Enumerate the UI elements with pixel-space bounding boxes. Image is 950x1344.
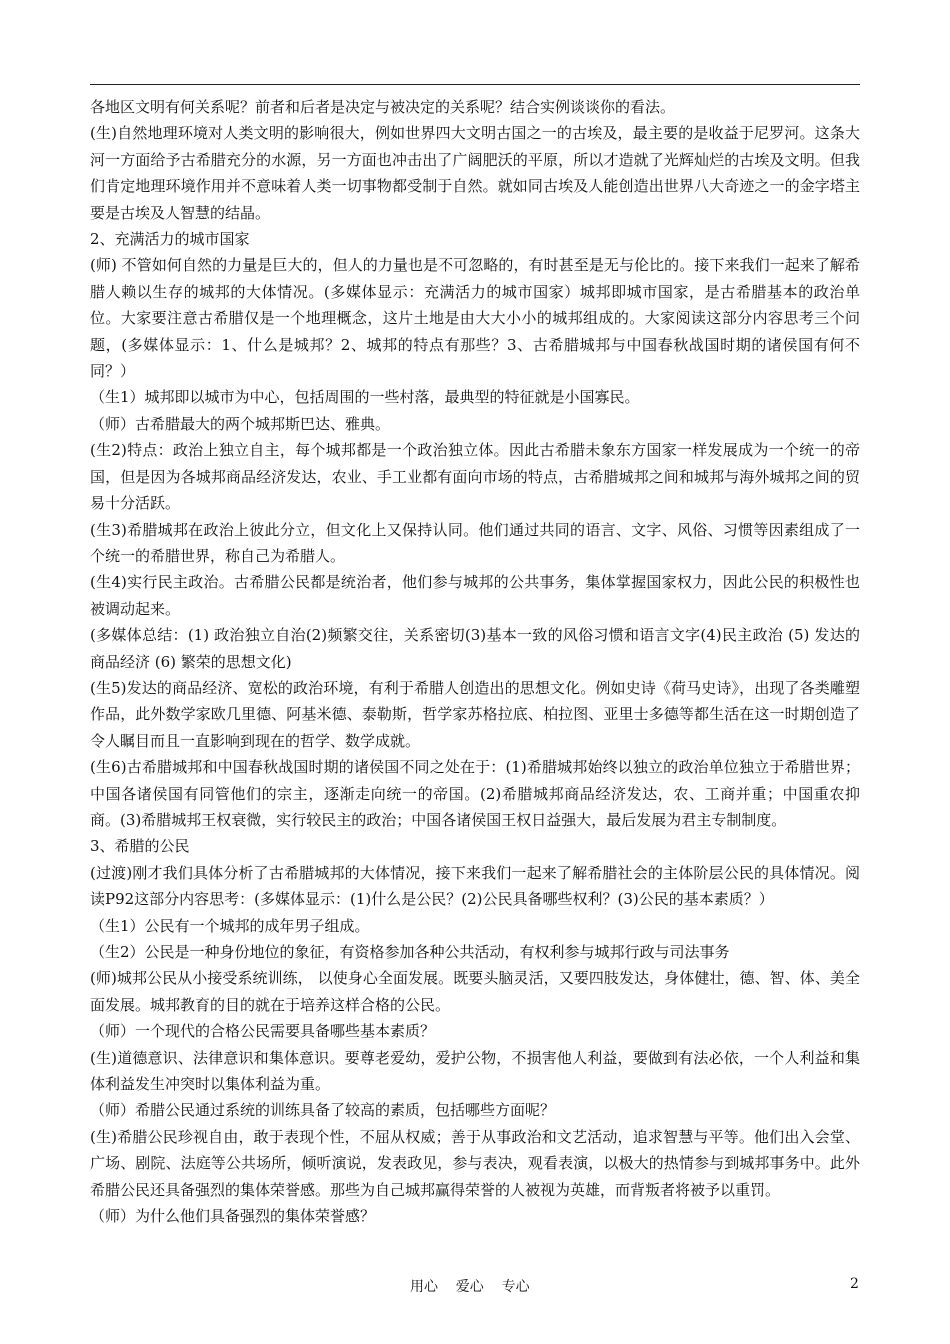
paragraph: (生2)特点：政治上独立自主，每个城邦都是一个政治独立体。因此古希腊未象东方国家一样发展成为一个统一的帝国，但是因为各城邦商品经济发达，农业、手工业都有面向市场的特点，古希腊城邦之间和城邦与海外城邦之间的贸易十分活跃。 xyxy=(90,441,860,513)
paragraph: （师）希腊公民通过系统的训练具备了较高的素质，包括哪些方面呢？ xyxy=(90,1101,556,1120)
paragraph: (生)自然地理环境对人类文明的影响很大，例如世界四大文明古国之一的古埃及，最主要的是收益于尼罗河。这条大河一方面给予古希腊充分的水源，另一方面也冲击出了广阔肥沃的平原，所以才造就了光辉灿烂的古埃及文明。但我们肯定地理环境作用并不意味着人类一切事物都受制于自然。就如同古埃及人能创造出世界八大奇迹之一的金字塔主要是古埃及人智慧的结晶。 xyxy=(90,124,860,222)
paragraph: (生5)发达的商品经济、宽松的政治环境，有利于希腊人创造出的思想文化。例如史诗《荷马史诗》，出现了各类雕塑作品，此外数学家欧几里德、阿基米德、泰勒斯，哲学家苏格拉底、柏拉图、亚里士多德等都生活在这一时期创造了令人瞩目而且一直影响到现在的哲学、数学成就。 xyxy=(90,678,860,750)
paragraph: (多媒体总结：(1) 政治独立自治(2)频繁交往，关系密切(3)基本一致的风俗习惯和语言文字(4)民主政治 (5) 发达的商品经济 (6) 繁荣的思想文化) xyxy=(90,626,860,671)
paragraph: (过渡)刚才我们具体分析了古希腊城邦的大体情况，接下来我们一起来了解希腊社会的主体阶层公民的具体情况。阅读P92这部分内容思考：(多媒体显示：(1)什么是公民？(2)公民具备哪些权利？(3)公民的基本素质？） xyxy=(90,863,860,909)
footer-slogan: 用心 爱心 专心 xyxy=(410,1279,530,1295)
paragraph: (生6)古希腊城邦和中国春秋战国时期的诸侯国不同之处在于：(1)希腊城邦始终以独立的政治单位独立于希腊世界；中国各诸侯国有同管他们的宗主，逐渐走向统一的帝国。(2)希腊城邦商品经济发达，农、工商并重；中国重农抑商。(3)希腊城邦王权衰微，实行较民主的政治；中国各诸侯国王权日益强大，最后发展为君主专制制度。 xyxy=(90,758,860,829)
document-body xyxy=(90,94,860,1229)
paragraph: (生3)希腊城邦在政治上彼此分立，但文化上又保持认同。他们通过共同的语言、文字、风俗、习惯等因素组成了一个统一的希腊世界，称自己为希腊人。 xyxy=(90,520,860,565)
paragraph: （生1）城邦即以城市为中心，包括周围的一些村落，最典型的特征就是小国寡民。 xyxy=(90,388,640,407)
section-heading: 2、充满活力的城市国家 xyxy=(90,230,250,249)
page-footer xyxy=(0,1276,950,1298)
paragraph: (生4)实行民主政治。古希腊公民都是统治者，他们参与城邦的公共事务，集体掌握国家权力，因此公民的积极性也被调动起来。 xyxy=(90,573,860,618)
paragraph: (生)希腊公民珍视自由，敢于表现个性，不屈从权威；善于从事政治和文艺活动，追求智慧与平等。他们出入会堂、广场、剧院、法庭等公共场所，倾听演说，发表政见，参与表决，观看表演，以极大的热情参与到城邦事务中。此外希腊公民还具备强烈的集体荣誉感。那些为自己城邦赢得荣誉的人被视为英雄，而背叛者将被予以重罚。 xyxy=(90,1127,860,1199)
paragraph: （师）为什么他们具备强烈的集体荣誉感？ xyxy=(90,1207,376,1226)
paragraph: (生)道德意识、法律意识和集体意识。要尊老爱幼，爱护公物，不损害他人利益，要做到有法必依，一个人利益和集体利益发生冲突时以集体利益为重。 xyxy=(90,1048,860,1094)
section-heading: 3、希腊的公民 xyxy=(90,837,190,856)
paragraph: （师）一个现代的合格公民需要具备哪些基本素质？ xyxy=(90,1022,436,1041)
page-number: 2 xyxy=(850,1276,859,1292)
paragraph: 各地区文明有何关系呢？前者和后者是决定与被决定的关系呢？结合实例谈谈你的看法。 xyxy=(90,98,676,116)
paragraph: (师)城邦公民从小接受系统训练， 以使身心全面发展。既要头脑灵活，又要四肢发达，身体健壮，德、智、体、美全面发展。城邦教育的目的就在于培养这样合格的公民。 xyxy=(90,969,860,1014)
paragraph: （师）古希腊最大的两个城邦斯巴达、雅典。 xyxy=(90,414,391,433)
paragraph: （生1）公民有一个城邦的成年男子组成。 xyxy=(90,916,370,935)
paragraph: (师) 不管如何自然的力量是巨大的，但人的力量也是不可忽略的，有时甚至是无与伦比的。接下来我们一起来了解希腊人赖以生存的城邦的大体情况。(多媒体显示：充满活力的城市国家）城邦即城市国家，是古希腊基本的政治单位。大家要注意古希腊仅是一个地理概念，这片土地是由大大小小的城邦组成的。大家阅读这部分内容思考三个问题，(多媒体显示：1、什么是城邦？2、城邦的特点有那些？3、古希腊城邦与中国春秋战国时期的诸侯国有何不同？） xyxy=(90,256,860,381)
paragraph: （生2）公民是一种身份地位的象征，有资格参加各种公共活动，有权利参与城邦行政与司法事务 xyxy=(90,943,730,961)
header-rule xyxy=(90,84,860,85)
